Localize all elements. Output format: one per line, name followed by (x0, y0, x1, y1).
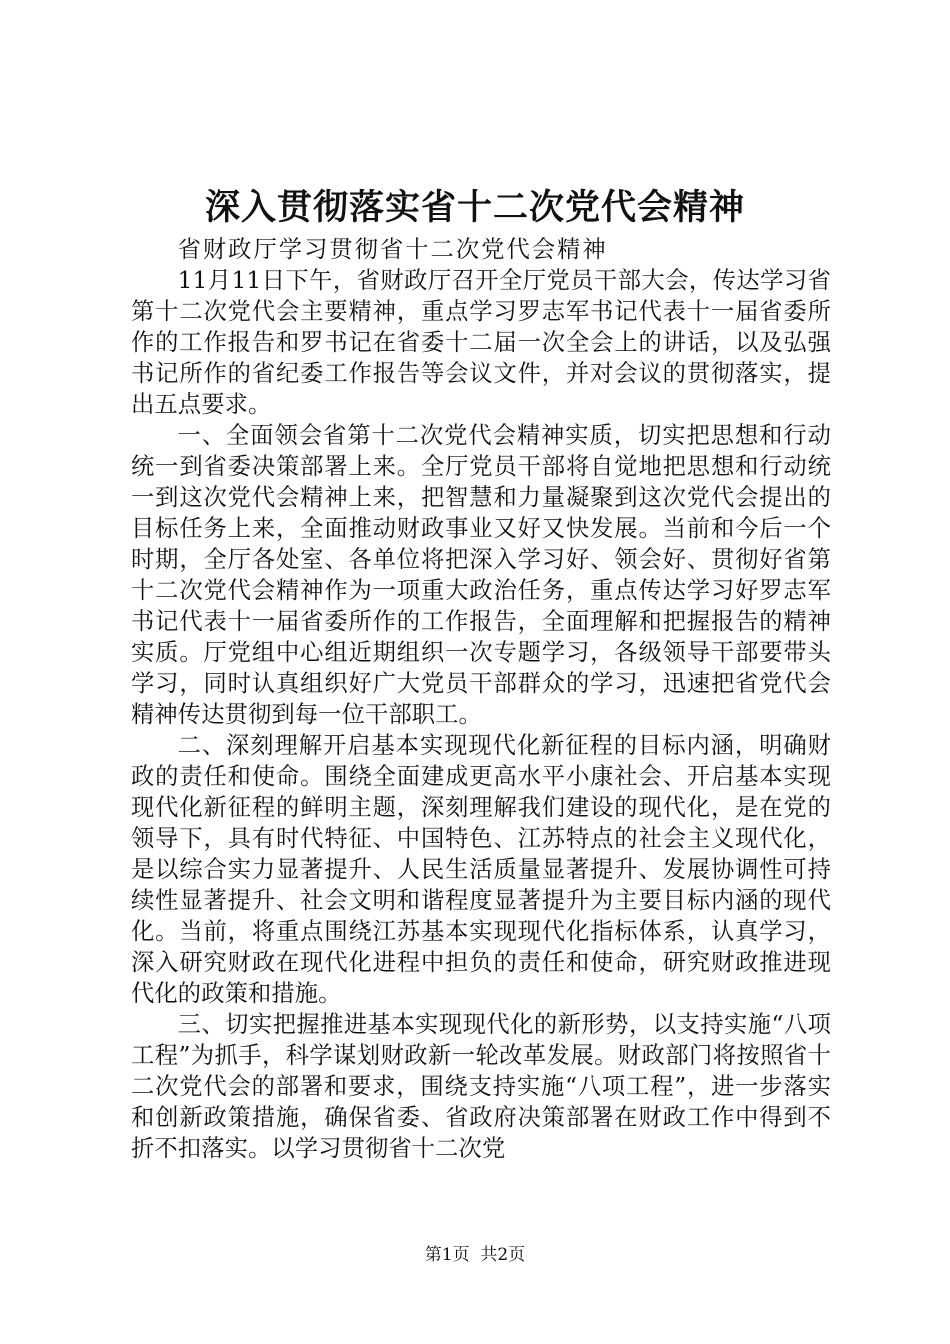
paragraph-point-2: 二、深刻理解开启基本实现现代化新征程的目标内涵，明确财政的责任和使命。围绕全面建成更高水平小康社会、开启基本实现现代化新征程的鲜明主题，深刻理解我们建设的现代化，是在党的领导下，具有时代特征、中国特色、江苏特点的社会主义现代化，是以综合实力显著提升、人民生活质量显著提升、发展协调性可持续性显著提升、社会文明和谐程度显著提升为主要目标内涵的现代化。当前，将重点围绕江苏基本实现现代化指标体系，认真学习，深入研究财政在现代化进程中担负的责任和使命，研究财政推进现代化的政策和措施。 (131, 732, 831, 1007)
page-footer (0, 1243, 950, 1267)
page-number: 第1页 共2页 (424, 1245, 526, 1265)
document-title: 深入贯彻落实省十二次党代会精神 (204, 187, 745, 228)
paragraph-point-1: 一、全面领会省第十二次党代会精神实质，切实把思想和行动统一到省委决策部署上来。全厅党员干部将自觉地把思想和行动统一到这次党代会精神上来，把智慧和力量凝聚到这次党代会提出的目标任务上来，全面推动财政事业又好又快发展。当前和今后一个时期，全厅各处室、各单位将把深入学习好、领会好、贯彻好省第十二次党代会精神作为一项重大政治任务，重点传达学习好罗志军书记代表十一届省委所作的工作报告，全面理解和把握报告的精神实质。厅党组中心组近期组织一次专题学习，各级领导干部要带头学习，同时认真组织好广大党员干部群众的学习，迅速把省党代会精神传达贯彻到每一位干部职工。 (131, 422, 831, 728)
document-subtitle: 省财政厅学习贯彻省十二次党代会精神 (177, 236, 608, 263)
paragraph-intro: 11月11日下午，省财政厅召开全厅党员干部大会，传达学习省第十二次党代会主要精神，重点学习罗志军书记代表十一届省委所作的工作报告和罗书记在省委十二届一次全会上的讲话，以及弘强书记所作的省纪委工作报告等会议文件，并对会议的贯彻落实，提出五点要求。 (131, 267, 831, 418)
paragraph-point-3: 三、切实把握推进基本实现现代化的新形势，以支持实施“八项工程”为抓手，科学谋划财政新一轮改革发展。财政部门将按照省十二次党代会的部署和要求，围绕支持实施“八项工程”，进一步落实和创新政策措施，确保省委、省政府决策部署在财政工作中得到不折不扣落实。以学习贯彻省十二次党 (131, 1011, 831, 1162)
document-body (131, 234, 831, 1164)
